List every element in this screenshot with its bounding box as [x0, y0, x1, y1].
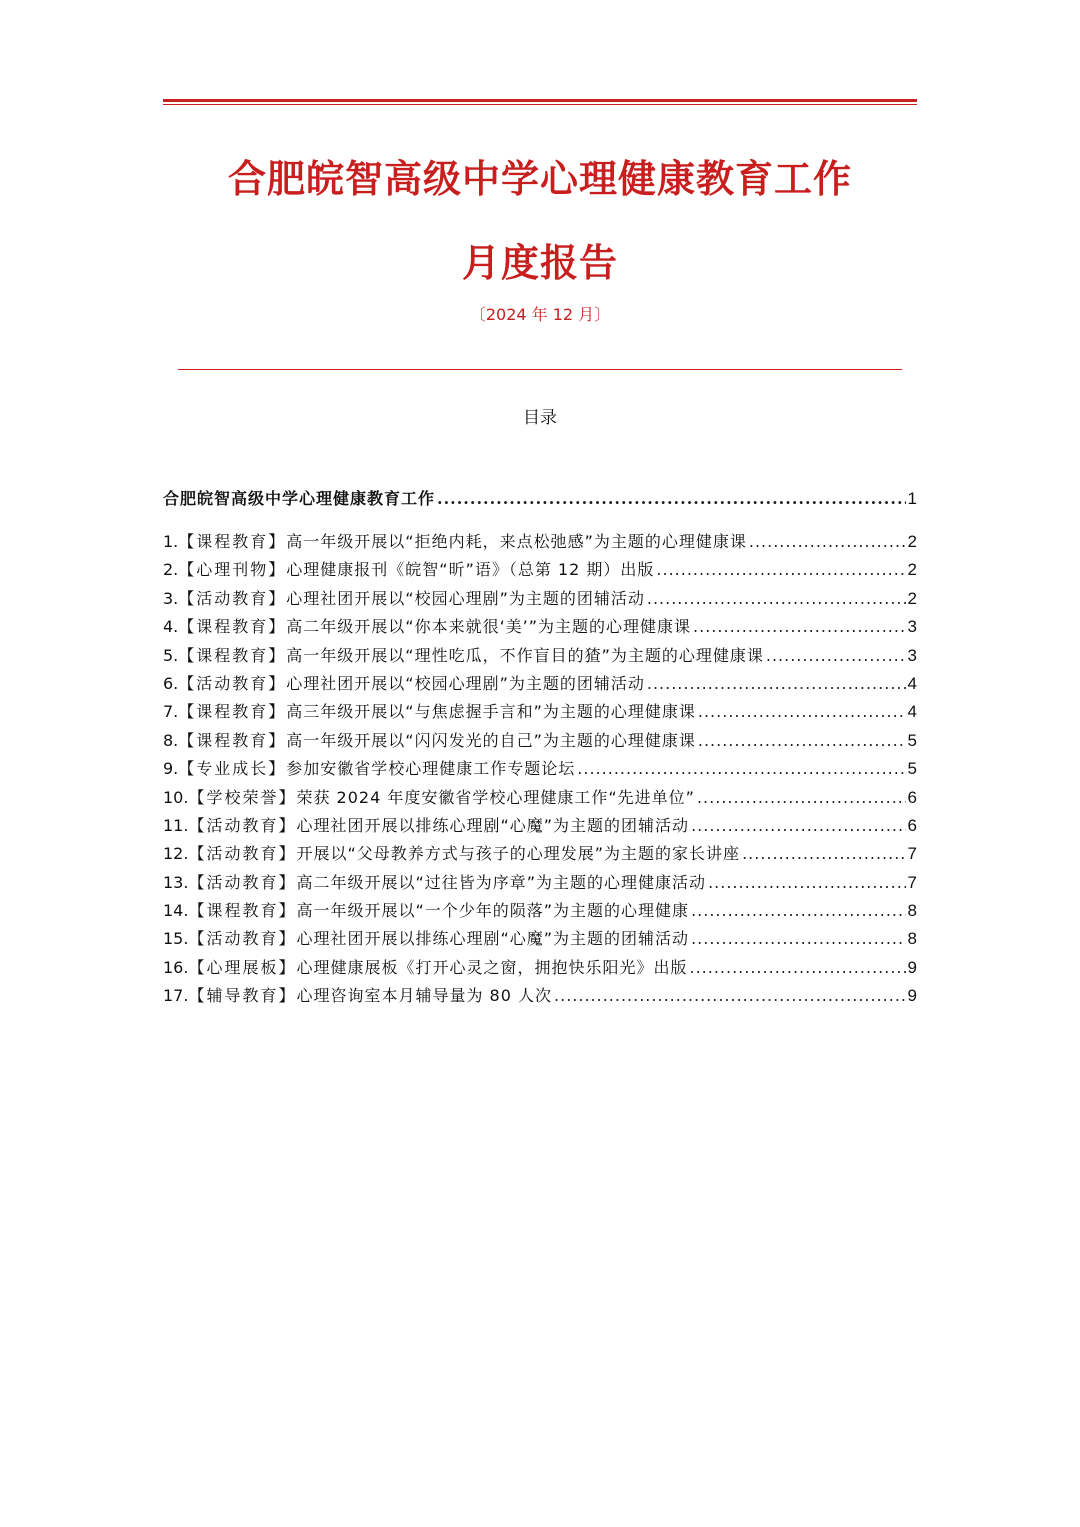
toc-leader-dots	[698, 727, 906, 755]
toc-page-number: 3	[907, 617, 917, 637]
toc-entry-number: 8.	[163, 730, 179, 750]
toc-page-number: 8	[907, 901, 917, 921]
toc-entry-category: 【课程教育】	[178, 532, 287, 551]
toc-entry-category: 【活动教育】	[188, 872, 297, 892]
toc-entry-category: 【课程教育】	[178, 617, 287, 637]
toc-entry[interactable]	[163, 613, 917, 641]
toc-page-number: 9	[907, 986, 917, 1006]
toc-leader-dots	[697, 784, 906, 812]
toc-leader-dots	[577, 755, 905, 783]
toc-entry-title: 高一年级开展以“一个少年的陨落”为主题的心理健康	[296, 901, 690, 921]
toc-entry[interactable]	[163, 585, 917, 613]
toc-page-number: 4	[907, 702, 917, 722]
toc-entry-number: 13.	[163, 872, 189, 892]
toc-entry-number: 14.	[163, 901, 189, 921]
header-rule-thin	[163, 104, 917, 105]
toc-entry[interactable]	[163, 784, 917, 812]
toc-entry[interactable]	[163, 556, 917, 584]
toc-entry[interactable]	[163, 840, 917, 868]
toc-entry-number: 15.	[163, 929, 189, 949]
toc-entry-category: 【活动教育】	[188, 929, 297, 949]
toc-entry-category: 【活动教育】	[178, 673, 287, 693]
toc-entry-category: 【课程教育】	[178, 730, 287, 750]
toc-entry-number: 16.	[163, 957, 189, 977]
toc-entry-title: 心理社团开展以排练心理剧“心魔”为主题的团辅活动	[296, 815, 690, 835]
toc-entry-number: 12.	[163, 844, 189, 864]
toc-leader-dots	[749, 528, 906, 556]
toc-page-number: 4	[907, 673, 917, 693]
toc-entry-number: 5.	[163, 645, 179, 665]
toc-entry-category: 【心理展板】	[188, 957, 297, 977]
toc-entry-title: 高三年级开展以“与焦虑握手言和”为主题的心理健康课	[286, 702, 696, 722]
separator-rule	[178, 369, 902, 370]
header-rule-thick	[163, 99, 917, 102]
table-of-contents	[163, 485, 917, 1011]
toc-leader-dots	[698, 698, 906, 726]
toc-entry-category: 【活动教育】	[188, 844, 297, 864]
toc-entry[interactable]	[163, 642, 917, 670]
toc-entry-category: 【辅导教育】	[188, 986, 297, 1006]
toc-entry-title: 高二年级开展以“过往皆为序章”为主题的心理健康活动	[296, 872, 707, 892]
toc-entry-main[interactable]	[163, 485, 917, 528]
toc-leader-dots	[656, 556, 905, 584]
toc-entry-number: 1.	[163, 532, 179, 551]
toc-entry[interactable]	[163, 670, 917, 698]
toc-leader-dots	[742, 840, 905, 868]
toc-page-number: 7	[907, 872, 917, 892]
toc-page-number: 2	[907, 560, 917, 580]
toc-page-number: 6	[907, 787, 917, 807]
toc-page-number: 7	[907, 844, 917, 864]
toc-leader-dots	[647, 585, 906, 613]
toc-page-number: 3	[907, 645, 917, 665]
toc-leader-dots	[437, 485, 906, 513]
toc-entry-number: 9.	[163, 759, 179, 779]
toc-entry-number: 6.	[163, 673, 179, 693]
toc-leader-dots	[691, 897, 905, 925]
toc-entry[interactable]	[163, 925, 917, 953]
toc-entry-category: 【活动教育】	[178, 588, 287, 608]
toc-entry-title: 开展以“父母教养方式与孩子的心理发展”为主题的家长讲座	[296, 844, 741, 864]
toc-leader-dots	[708, 869, 905, 897]
toc-entry-title: 参加安徽省学校心理健康工作专题论坛	[286, 759, 576, 779]
toc-heading: 目录	[523, 408, 557, 428]
toc-entry-title: 高一年级开展以“拒绝内耗，来点松弛感”为主题的心理健康课	[286, 532, 747, 551]
toc-leader-dots	[691, 925, 905, 953]
toc-leader-dots	[766, 642, 906, 670]
toc-entry-title: 心理社团开展以“校园心理剧”为主题的团辅活动	[286, 673, 645, 693]
toc-entry-number: 4.	[163, 617, 179, 637]
toc-entry-title: 合肥皖智高级中学心理健康教育工作	[163, 489, 436, 508]
toc-entry-title: 心理社团开展以排练心理剧“心魔”为主题的团辅活动	[296, 929, 690, 949]
toc-entry-title: 高一年级开展以“闪闪发光的自己”为主题的心理健康课	[286, 730, 696, 750]
toc-entry-title: 心理咨询室本月辅导量为 80 人次	[296, 986, 553, 1006]
toc-page-number: 2	[907, 532, 917, 551]
report-title-line-2: 月度报告	[461, 240, 618, 285]
toc-leader-dots	[693, 613, 905, 641]
toc-entry-title: 荣获 2024 年度安徽省学校心理健康工作“先进单位”	[296, 787, 695, 807]
toc-entry-title: 心理健康展板《打开心灵之窗，拥抱快乐阳光》出版	[296, 957, 688, 977]
toc-leader-dots	[554, 982, 906, 1010]
toc-page-number: 1	[907, 489, 917, 508]
toc-leader-dots	[691, 812, 905, 840]
toc-entry-title: 高一年级开展以“理性吃瓜，不作盲目的猹”为主题的心理健康课	[286, 645, 764, 665]
toc-entry-title: 心理健康报刊《皖智“昕”语》（总第 12 期）出版	[286, 560, 655, 580]
toc-page-number: 8	[907, 929, 917, 949]
toc-entry-number: 10.	[163, 787, 189, 807]
toc-entry-title: 心理社团开展以“校园心理剧”为主题的团辅活动	[286, 588, 645, 608]
toc-entry[interactable]	[163, 698, 917, 726]
toc-entry-category: 【心理刊物】	[178, 560, 287, 580]
report-title-line-1: 合肥皖智高级中学心理健康教育工作	[227, 156, 852, 201]
toc-leader-dots	[647, 670, 906, 698]
toc-entry-category: 【学校荣誉】	[188, 787, 297, 807]
toc-entry-category: 【课程教育】	[188, 901, 297, 921]
toc-entry-title: 高二年级开展以“你本来就很‘美’”为主题的心理健康课	[286, 617, 692, 637]
toc-entry[interactable]	[163, 897, 917, 925]
toc-entry[interactable]	[163, 528, 917, 556]
toc-page-number: 6	[907, 815, 917, 835]
toc-page-number: 9	[907, 957, 917, 977]
toc-entry[interactable]	[163, 727, 917, 755]
toc-page-number: 5	[907, 759, 917, 779]
toc-entry[interactable]	[163, 869, 917, 897]
toc-entry-category: 【课程教育】	[178, 645, 287, 665]
toc-entry-category: 【课程教育】	[178, 702, 287, 722]
toc-entry-category: 【活动教育】	[188, 815, 297, 835]
toc-entry-number: 2.	[163, 560, 179, 580]
toc-entry[interactable]	[163, 812, 917, 840]
report-date: 〔2024 年 12 月〕	[469, 305, 611, 324]
toc-page-number: 2	[907, 588, 917, 608]
toc-entry[interactable]	[163, 954, 917, 982]
toc-entry[interactable]	[163, 755, 917, 783]
toc-entry-number: 3.	[163, 588, 179, 608]
toc-page-number: 5	[907, 730, 917, 750]
toc-entry-category: 【专业成长】	[178, 759, 287, 779]
toc-entry[interactable]	[163, 982, 917, 1010]
toc-entry-number: 7.	[163, 702, 179, 722]
toc-entry-number: 17.	[163, 986, 189, 1006]
toc-entry-number: 11.	[163, 815, 189, 835]
toc-leader-dots	[689, 954, 905, 982]
